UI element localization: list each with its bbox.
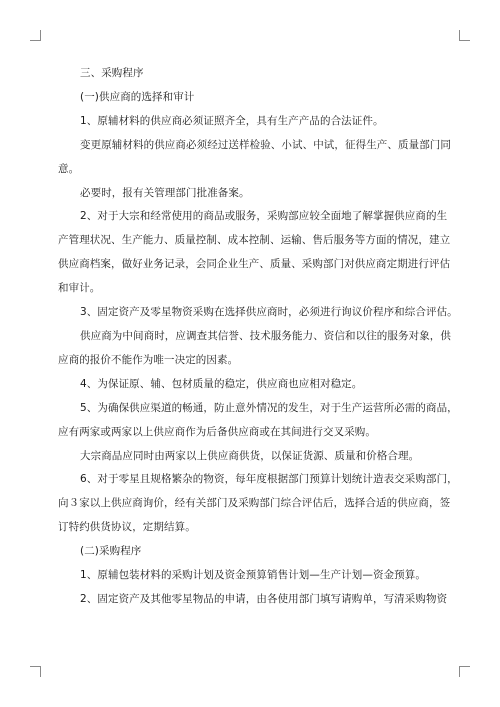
paragraph-line: 2、固定资产及其他零星物品的申请，由各使用部门填写请购单，写清采购物资	[80, 592, 448, 605]
paragraph-line: 变更原辅材料的供应商必须经过送样检验、小试、中试，征得生产、质量部门同	[80, 138, 451, 151]
paragraph-line: 供应商档案，做好业务记录，会同企业生产、质量、采购部门对供应商定期进行评估	[58, 258, 451, 271]
paragraph-line: 1、原辅材料的供应商必须证照齐全，具有生产产品的合法证件。	[80, 114, 384, 127]
paragraph-line: 大宗商品应同时由两家以上供应商供货，以保证货源、质量和价格合理。	[80, 449, 420, 462]
paragraph-line: 必要时，报有关管理部门批准备案。	[80, 186, 250, 199]
paragraph-line: 意。	[58, 162, 80, 175]
paragraph-line: 和审计。	[58, 282, 101, 295]
document-body	[58, 62, 458, 612]
crop-mark-bottom-right	[459, 666, 470, 677]
paragraph-line: 供应商为中间商时，应调查其信誉、技术服务能力、资信和以往的服务对象，供	[80, 329, 451, 342]
paragraph-line: 订特约供货协议，定期结算。	[58, 521, 196, 534]
subsection-heading: (一)供应商的选择和审计	[80, 90, 195, 103]
paragraph-line: 5、为确保供应渠道的畅通，防止意外情况的发生，对于生产运营所必需的商品，	[80, 401, 458, 414]
paragraph-line: 4、为保证原、辅、包材质量的稳定，供应商也应相对稳定。	[80, 377, 363, 390]
paragraph-line: 3、固定资产及零星物资采购在选择供应商时，必须进行询议价程序和综合评估。	[80, 306, 458, 319]
paragraph-line: 产管理状况、生产能力、质量控制、成本控制、运输、售后服务等方面的情况，建立	[58, 234, 451, 247]
crop-mark-top-left	[30, 30, 41, 41]
crop-mark-bottom-left	[30, 666, 41, 677]
paragraph-line: 应有两家或两家以上供应商作为后备供应商或在其间进行交叉采购。	[58, 425, 376, 438]
paragraph-line: 2、对于大宗和经常使用的商品或服务，采购部应较全面地了解掌握供应商的生	[80, 210, 448, 223]
section-heading: 三、采购程序	[80, 67, 144, 79]
paragraph-line: 应商的报价不能作为唯一决定的因素。	[58, 353, 239, 366]
crop-mark-top-right	[459, 30, 470, 41]
paragraph-line: 1、原辅包装材料的采购计划及资金预算销售计划—生产计划—资金预算。	[80, 569, 426, 582]
paragraph-line: 6、对于零星且规格繁杂的物资，每年度根据部门预算计划统计造表交采购部门，	[80, 473, 458, 486]
subsection-heading: (二)采购程序	[80, 545, 142, 558]
paragraph-line: 向３家以上供应商询价，经有关部门及采购部门综合评估后，选择合适的供应商，签	[58, 497, 451, 510]
